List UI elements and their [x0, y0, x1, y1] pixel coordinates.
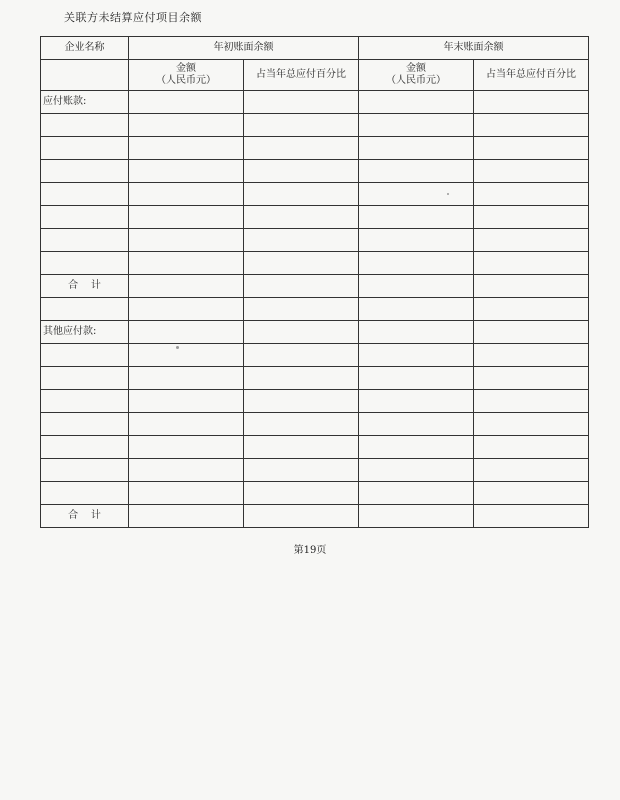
table-cell: [474, 505, 589, 528]
table-cell: [474, 183, 589, 206]
section-label-payables: 应付账款:: [41, 91, 129, 114]
table-row: [41, 367, 589, 390]
table-cell: [129, 114, 244, 137]
header-company-name: 企业名称: [41, 37, 129, 60]
table-row: [41, 482, 589, 505]
table-cell: [129, 160, 244, 183]
header-empty-cell: [41, 60, 129, 91]
table-cell: [359, 160, 474, 183]
table-cell: [129, 344, 244, 367]
table-row: [41, 413, 589, 436]
amount-label: 金额: [406, 63, 426, 74]
table-cell: [129, 321, 244, 344]
table-cell: [359, 183, 474, 206]
header-closing-percent: 占当年总应付百分比: [474, 60, 589, 91]
header-opening-balance: 年初账面余额: [129, 37, 359, 60]
table-cell: [359, 298, 474, 321]
table-row: [41, 183, 589, 206]
table-cell: [474, 252, 589, 275]
table-cell: [129, 367, 244, 390]
table-row: [41, 390, 589, 413]
table-cell: [244, 344, 359, 367]
header-opening-percent: 占当年总应付百分比: [244, 60, 359, 91]
table-cell: [129, 298, 244, 321]
table-cell: [244, 91, 359, 114]
table-cell: [129, 482, 244, 505]
table-cell: [244, 298, 359, 321]
table-cell: [129, 459, 244, 482]
table-cell: [359, 459, 474, 482]
table-cell: [129, 206, 244, 229]
table-cell: [244, 137, 359, 160]
table-cell: [474, 298, 589, 321]
table-cell: [359, 436, 474, 459]
table-cell: [474, 390, 589, 413]
table-cell: [359, 321, 474, 344]
table-row: [41, 137, 589, 160]
table-cell: [474, 275, 589, 298]
table-cell: [41, 137, 129, 160]
table-cell: [244, 367, 359, 390]
table-cell: [244, 275, 359, 298]
table-cell: [244, 252, 359, 275]
table-cell: [359, 229, 474, 252]
table-cell: [474, 206, 589, 229]
section-label-other-payables: 其他应付款:: [41, 321, 129, 344]
table-cell: [41, 229, 129, 252]
table-row: [41, 229, 589, 252]
table-cell: [474, 367, 589, 390]
page-title: 关联方未结算应付项目余额: [64, 11, 202, 24]
header-opening-amount: [129, 60, 244, 91]
table-cell: [474, 344, 589, 367]
table-cell: [244, 160, 359, 183]
table-cell: [474, 459, 589, 482]
table-cell: [244, 183, 359, 206]
table-cell: [129, 183, 244, 206]
table-cell: [474, 321, 589, 344]
table-cell: [359, 482, 474, 505]
table-cell: [359, 413, 474, 436]
table-cell: [41, 482, 129, 505]
table-row: [41, 344, 589, 367]
table-cell: [474, 137, 589, 160]
table-cell: [129, 275, 244, 298]
table-cell: [129, 436, 244, 459]
table-row: [41, 298, 589, 321]
table-cell: [41, 206, 129, 229]
table-cell: [41, 252, 129, 275]
table-cell: [474, 413, 589, 436]
table-cell: [244, 413, 359, 436]
related-party-payables-table: [40, 36, 589, 528]
table-row: [41, 252, 589, 275]
total-label-payables: 合 计: [41, 275, 129, 298]
header-row-2: [41, 60, 589, 91]
table-cell: [41, 160, 129, 183]
table-cell: [244, 505, 359, 528]
table-cell: [41, 413, 129, 436]
table-cell: [41, 459, 129, 482]
table-cell: [129, 137, 244, 160]
table-cell: [359, 505, 474, 528]
table-cell: [129, 390, 244, 413]
table-cell: [474, 436, 589, 459]
table-row: [41, 459, 589, 482]
table-row: [41, 436, 589, 459]
table-cell: [359, 390, 474, 413]
table-row: [41, 206, 589, 229]
table-cell: [359, 344, 474, 367]
table-cell: [359, 206, 474, 229]
table-cell: [129, 91, 244, 114]
table-cell: [244, 459, 359, 482]
total-row-payables: [41, 275, 589, 298]
table-cell: [244, 390, 359, 413]
table-cell: [359, 275, 474, 298]
table-cell: [129, 413, 244, 436]
total-row-other-payables: [41, 505, 589, 528]
scan-speck: [176, 346, 179, 349]
table-cell: [474, 114, 589, 137]
table-cell: [244, 436, 359, 459]
scan-speck: [447, 193, 449, 195]
table-cell: [244, 206, 359, 229]
currency-label: （人民币元）: [386, 75, 446, 86]
table-cell: [359, 91, 474, 114]
table-cell: [359, 252, 474, 275]
table-cell: [129, 252, 244, 275]
table-row: [41, 114, 589, 137]
total-label-other-payables: 合 计: [41, 505, 129, 528]
page-number: 第19页: [293, 545, 327, 556]
table-cell: [41, 367, 129, 390]
table-cell: [129, 229, 244, 252]
table-cell: [474, 91, 589, 114]
table-cell: [244, 114, 359, 137]
table-cell: [244, 321, 359, 344]
section-row-other-payables: [41, 321, 589, 344]
table-cell: [474, 229, 589, 252]
table-cell: [359, 137, 474, 160]
table-cell: [244, 229, 359, 252]
table-cell: [41, 344, 129, 367]
table-cell: [359, 367, 474, 390]
table-cell: [474, 482, 589, 505]
amount-label: 金额: [176, 63, 196, 74]
table-cell: [359, 114, 474, 137]
header-closing-amount: [359, 60, 474, 91]
header-row-1: [41, 37, 589, 60]
section-row-payables: [41, 91, 589, 114]
table-cell: [244, 482, 359, 505]
table-cell: [41, 298, 129, 321]
table-row: [41, 160, 589, 183]
currency-label: （人民币元）: [156, 75, 216, 86]
table-cell: [474, 160, 589, 183]
table-cell: [41, 390, 129, 413]
header-closing-balance: 年末账面余额: [359, 37, 589, 60]
table-cell: [41, 114, 129, 137]
table-cell: [41, 183, 129, 206]
table-cell: [41, 436, 129, 459]
table-cell: [129, 505, 244, 528]
